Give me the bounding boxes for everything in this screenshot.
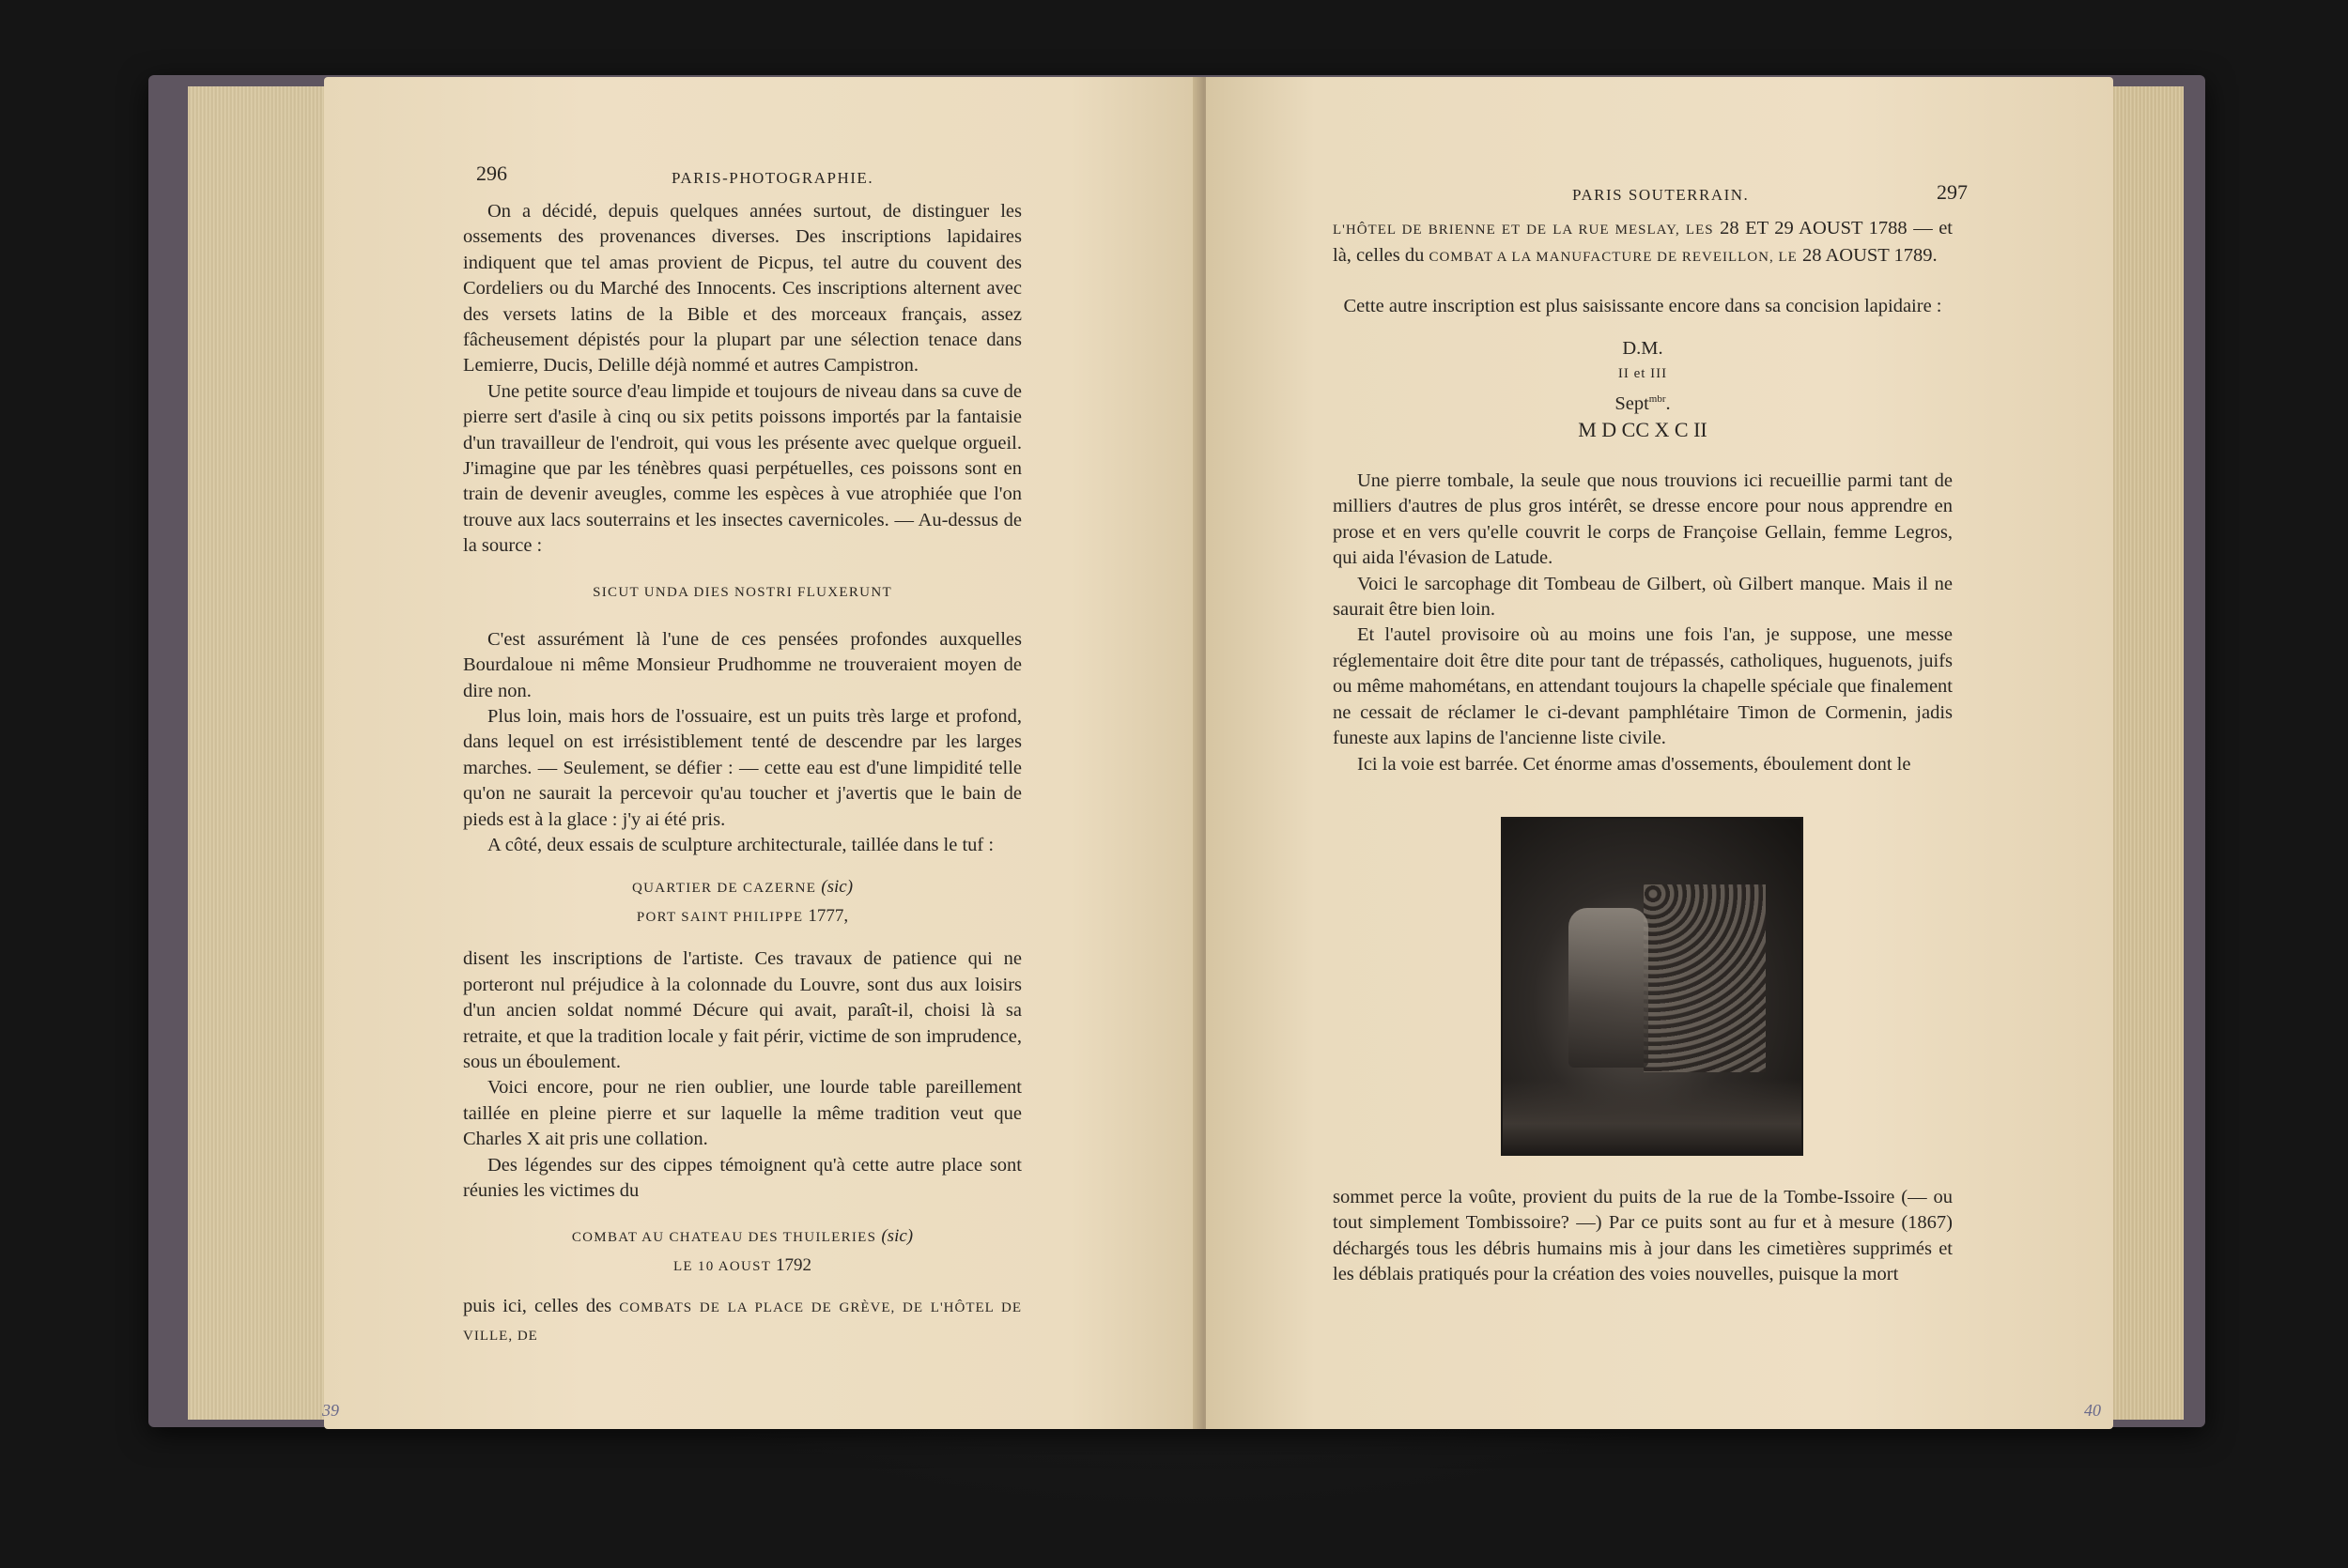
- epitaph: [1333, 336, 1953, 442]
- page-edges-right: [2109, 86, 2184, 1420]
- marginal-note: 39: [322, 1401, 339, 1420]
- epitaph-line: D.M.: [1622, 338, 1663, 360]
- left-page: [324, 77, 1202, 1429]
- paragraph: sommet perce la voûte, provient du puits de la rue de la Tombe-Issoire (— ou tout simplement Tombissoire? —) Par ce puits sont au fur et à mesure (1867) déchargés tous les débris humains mis à jour dans les cimetières supprimés et les déblais pratiqués pour la création des voies nouvelles, puisque la mort: [1333, 1187, 1953, 1285]
- catacomb-photograph: [1501, 817, 1803, 1156]
- ossuary-bones: [1644, 884, 1766, 1072]
- paragraph: L'HÔTEL DE BRIENNE ET DE LA RUE MESLAY, LES 28 ET 29 AOUST 1788 — et là, celles du COMBAT A LA MANUFACTURE DE REVEILLON, LE 28 AOUST 1789.: [1333, 218, 1953, 267]
- paragraph: disent les inscriptions de l'artiste. Ces travaux de patience qui ne porteront nul préjudice à la colonnade du Louvre, sont dus aux loisirs d'un ancien soldat nommé Décure qui avait, paraît-il, choisi là sa retraite, et que la tradition locale y fait périr, victime de son imprudence, sous un éboulement.: [463, 948, 1022, 1072]
- left-page-number: 296: [476, 161, 507, 185]
- paragraph: Plus loin, mais hors de l'ossuaire, est un puits très large et profond, dans lequel on est irrésistiblement tenté de descendre par les larges marches. — Seulement, se défier : — cette eau est d'une limpidité telle qu'on ne saurait la percevoir qu'au toucher et j'avertis que le bain de pieds est à la glace : j'y ai été pris.: [463, 705, 1022, 830]
- right-text-block: [1333, 216, 1953, 777]
- paragraph: Cette autre inscription est plus saisissante encore dans sa concision lapidaire :: [1343, 295, 1942, 316]
- paragraph: C'est assurément là l'une de ces pensées profondes auxquelles Bourdaloue ni même Monsieur Prudhomme ne trouveraient moyen de dire non.: [463, 628, 1022, 701]
- paragraph: puis ici, celles des COMBATS DE LA PLACE DE GRÈVE, DE L'HÔTEL DE VILLE, DE: [463, 1296, 1022, 1344]
- paragraph: Ici la voie est barrée. Cet énorme amas d'ossements, éboulement dont le: [1357, 753, 1911, 775]
- right-text-block-lower: [1333, 1185, 1953, 1288]
- right-page: [1206, 77, 2113, 1429]
- paragraph: Voici encore, pour ne rien oublier, une lourde table pareillement taillée en pleine pierre et sur laquelle la même tradition veut que Charles X ait pris une collation.: [463, 1077, 1022, 1150]
- marginal-note: 40: [2084, 1401, 2101, 1420]
- paragraph: Une petite source d'eau limpide et toujours de niveau dans sa cuve de pierre sert d'asile à cinq ou six petits poissons importés par la fantaisie d'un travailleur de l'endroit, qui vous les présente avec quelque orgueil. J'imagine que par les ténèbres quasi perpétuelles, ces poissons sont en train de devenir aveugles, comme les espèces à vue atrophiée que l'on trouve aux lacs souterrains et les insectes cavernicoles. — Au-dessus de la source :: [463, 380, 1022, 557]
- paragraph: On a décidé, depuis quelques années surtout, de distinguer les ossements des provenances diverses. Des inscriptions lapidaires indiquent que tel amas provient de Picpus, tel autre du couvent des Cordeliers ou du Marché des Innocents. Ces inscriptions alternent avec des versets latins de la Bible et des morceaux français, assez fâcheusement dépistés pour la plupart par une sélection tenace dans Lemierre, Ducis, Delille déjà nommé et autres Campistron.: [463, 201, 1022, 377]
- epitaph-line: Sept$^{mbr}$.: [1614, 393, 1671, 415]
- inscription: QUARTIER DE CAZERNE (sic) PORT SAINT PHILIPPE 1777,: [631, 877, 854, 927]
- left-running-header: PARIS-PHOTOGRAPHIE.: [672, 169, 874, 187]
- inscription: SICUT UNDA DIES NOSTRI FLUXERUNT: [593, 584, 892, 600]
- paragraph: Une pierre tombale, la seule que nous trouvions ici recueillie parmi tant de milliers d'autres de plus gros intérêt, se dresse encore pour nous apprendre en prose et en vers qu'elle couvrit le corps de Françoise Gellain, femme Legros, qui aida l'évasion de Latude.: [1333, 470, 1953, 569]
- inscription: COMBAT AU CHATEAU DES THUILERIES (sic) LE 10 AOUST 1792: [571, 1226, 914, 1276]
- epitaph-line: M D CC X C II: [1578, 418, 1707, 442]
- right-page-number: 297: [1937, 180, 1968, 204]
- paragraph: Et l'autel provisoire où au moins une fois l'an, je suppose, une messe réglementaire doit être dite pour tant de trépassés, catholiques, huguenots, juifs ou même mahométans, en attendant toujours la chapelle spéciale que finalement ne cessait de réclamer le ci-devant pamphlétaire Timon de Cormenin, jadis funeste aux lapins de l'ancienne liste civile.: [1333, 624, 1953, 749]
- left-text-block: [463, 199, 1022, 1349]
- right-running-header: PARIS SOUTERRAIN.: [1572, 186, 1750, 204]
- paragraph: Des légendes sur des cippes témoignent qu'à cette autre place sont réunies les victimes du: [463, 1154, 1022, 1201]
- paragraph: Voici le sarcophage dit Tombeau de Gilbert, où Gilbert manque. Mais il ne saurait être bien loin.: [1333, 573, 1953, 621]
- photo-floor: [1503, 1079, 1801, 1154]
- worker-figure: [1568, 908, 1648, 1068]
- paragraph: A côté, deux essais de sculpture architecturale, taillée dans le tuf :: [487, 834, 995, 855]
- epitaph-line: II et III: [1617, 366, 1668, 382]
- page-edges-left: [188, 86, 329, 1420]
